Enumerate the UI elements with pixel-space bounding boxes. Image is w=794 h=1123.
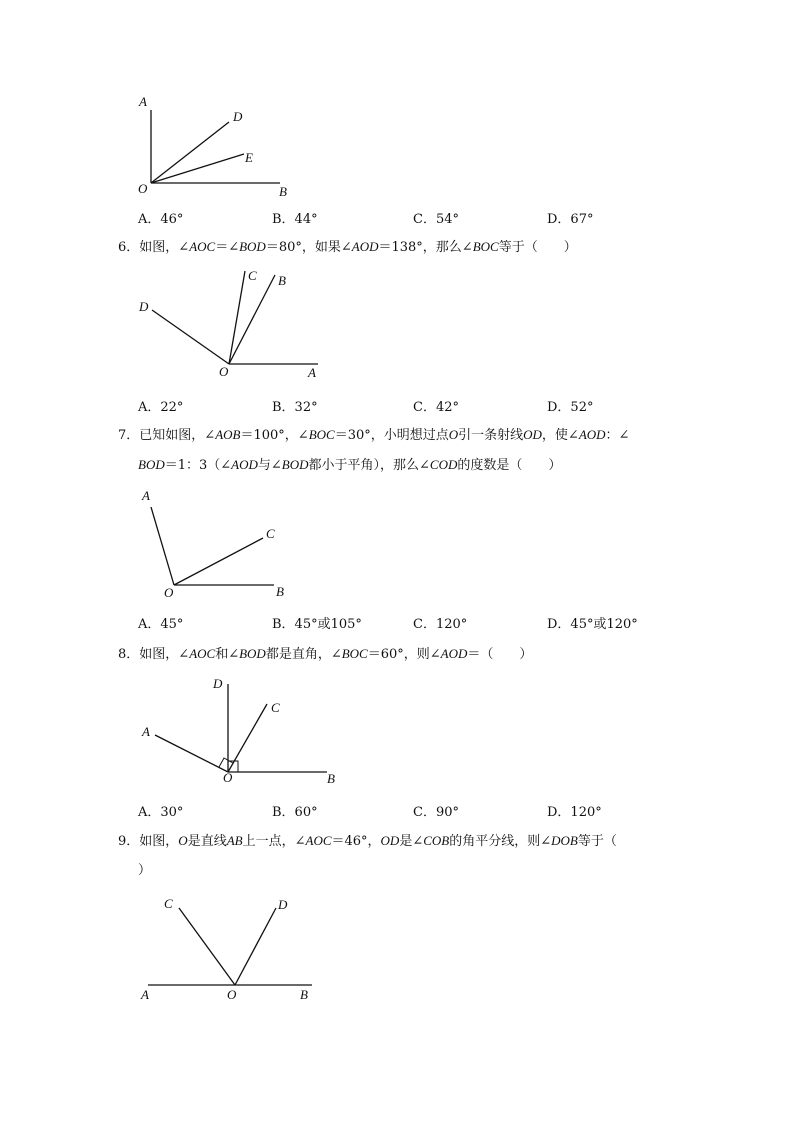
label-b: B <box>278 273 286 288</box>
q8-option-a: A．30° <box>138 805 184 820</box>
label-b: B <box>276 584 284 599</box>
q9-stem-line2: ） <box>138 863 152 878</box>
label-d: D <box>233 109 243 124</box>
q6-option-d: D．52° <box>547 400 594 415</box>
q6-option-b: B．32° <box>272 400 318 415</box>
label-c: C <box>271 700 280 715</box>
q8-stem: 8．如图，∠AOC和∠BOD都是直角，∠BOC＝60°，则∠AOD＝（ ） <box>118 646 533 662</box>
q8-option-d: D．120° <box>547 805 602 820</box>
q7-option-a: A．45° <box>138 617 184 632</box>
q9-stem-line1: 9．如图，O是直线AB上一点，∠AOC＝46°，OD是∠COB的角平分线，则∠DOB等于（ <box>118 833 617 849</box>
q5-option-c: C．54° <box>413 212 459 227</box>
q5-figure <box>0 0 794 200</box>
q6-option-a: A．22° <box>138 400 184 415</box>
q5-option-b: B．44° <box>272 212 318 227</box>
ray-od <box>151 122 229 183</box>
label-c: C <box>164 896 173 911</box>
q6-stem: 6．如图，∠AOC＝∠BOD＝80°，如果∠AOD＝138°，那么∠BOC等于（ ） <box>118 239 577 255</box>
q8-option-c: C．90° <box>413 805 459 820</box>
q7-stem-line1: 7．已知如图，∠AOB＝100°，∠BOC＝30°，小明想过点O引一条射线OD，使∠AOD：∠ <box>118 427 630 443</box>
ray-od <box>152 310 229 364</box>
label-o: O <box>219 364 229 379</box>
label-a: A <box>308 365 316 380</box>
label-o: O <box>138 181 148 196</box>
q9-number: 9． <box>118 834 140 849</box>
q5-option-a: A．46° <box>138 212 184 227</box>
label-d: D <box>213 676 223 691</box>
ray-oe <box>151 154 244 183</box>
q7-stem-line2: BOD＝1：3（∠AOD与∠BOD都小于平角），那么∠COD的度数是（ ） <box>138 457 562 473</box>
q7-option-d: D．45°或120° <box>547 617 638 632</box>
label-o: O <box>164 585 174 600</box>
q8-option-b: B．60° <box>272 805 318 820</box>
label-b: B <box>327 771 335 786</box>
q7-option-c: C．120° <box>413 617 468 632</box>
q6-option-c: C．42° <box>413 400 459 415</box>
label-d: D <box>278 897 288 912</box>
label-a: A <box>139 94 147 109</box>
q8-number: 8． <box>118 647 140 662</box>
label-b: B <box>300 987 308 1002</box>
label-c: C <box>266 526 275 541</box>
ray-oa <box>155 735 228 772</box>
label-e: E <box>245 150 253 165</box>
q5-option-d: D．67° <box>547 212 594 227</box>
ray-oc <box>174 538 263 585</box>
ray-ob <box>229 275 275 364</box>
q9-figure <box>0 880 794 1010</box>
label-c: C <box>248 268 257 283</box>
label-a: A <box>142 724 150 739</box>
label-a: A <box>141 987 149 1002</box>
q7-figure <box>0 480 794 610</box>
label-o: O <box>223 770 233 785</box>
label-a: A <box>142 488 150 503</box>
q6-figure <box>0 260 794 390</box>
q7-option-b: B．45°或105° <box>272 617 362 632</box>
label-b: B <box>279 184 287 199</box>
ray-oc <box>228 704 267 772</box>
label-o: O <box>227 987 237 1002</box>
q7-number: 7． <box>118 428 140 443</box>
q6-number: 6． <box>118 240 140 255</box>
ray-oc <box>229 271 245 364</box>
ray-oa <box>151 507 174 585</box>
ray-od <box>235 908 276 985</box>
ray-oc <box>179 908 235 985</box>
q8-figure <box>0 670 794 800</box>
label-d: D <box>139 299 149 314</box>
